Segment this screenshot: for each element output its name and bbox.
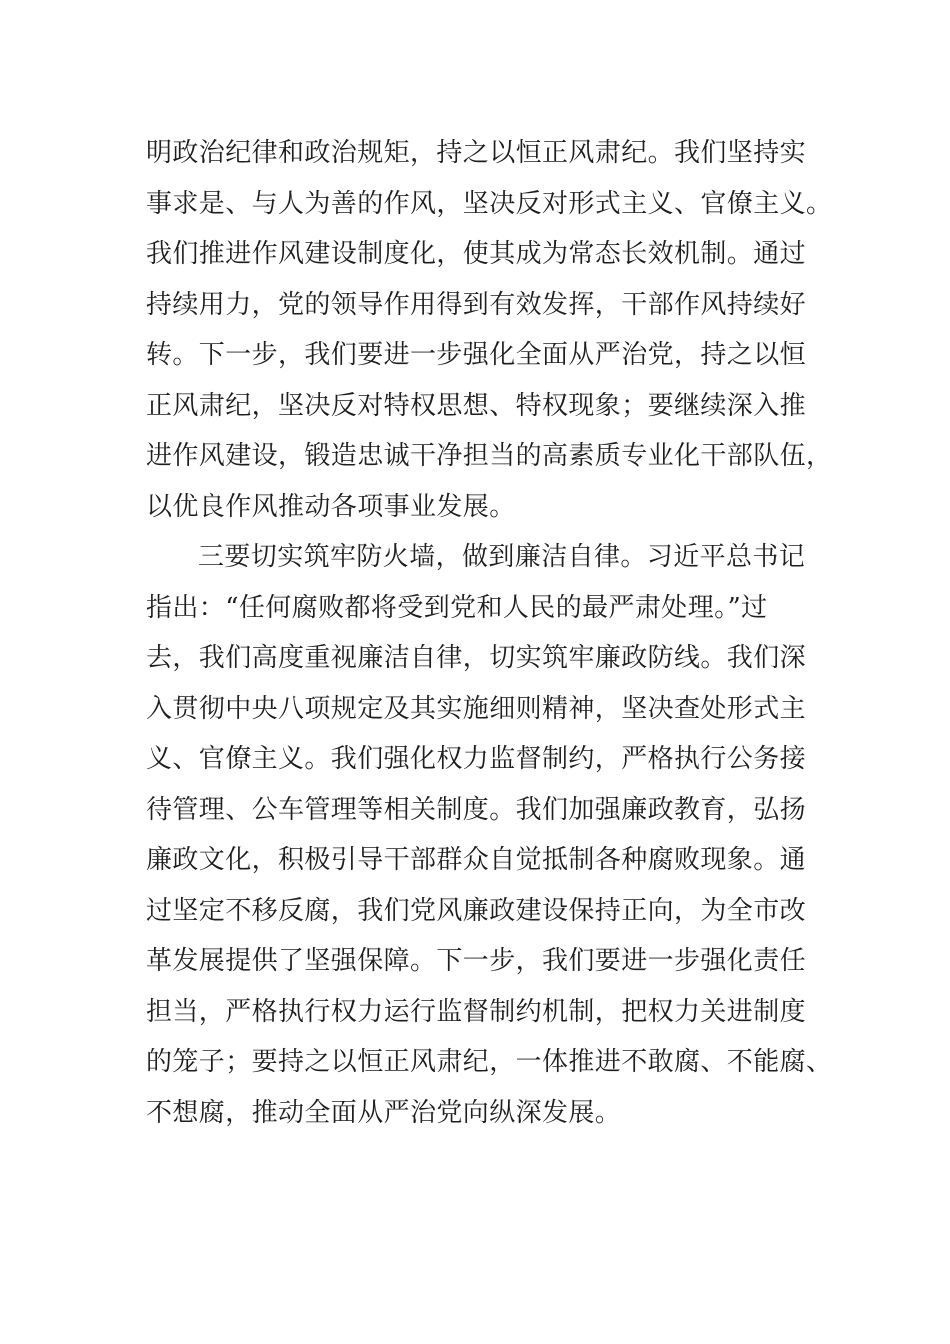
text-line: 转。下一步，我们要进一步强化全面从严治党，持之以恒 — [146, 340, 807, 370]
text-line: 义、官僚主义。我们强化权力监督制约，严格执行公务接 — [146, 744, 807, 774]
text-line: 正风肃纪，坚决反对特权思想、特权现象；要继续深入推 — [146, 390, 807, 421]
text-line: 我们推进作风建设制度化，使其成为常态长效机制。通过 — [146, 239, 807, 269]
text-line: 过坚定不移反腐，我们党风廉政建设保持正向，为全市改 — [146, 895, 807, 926]
text-line: 担当，严格执行权力运行监督制约机制，把权力关进制度 — [146, 996, 807, 1027]
text-line: 持续用力，党的领导作用得到有效发挥，干部作风持续好 — [146, 289, 807, 320]
text-line: 革发展提供了坚强保障。下一步，我们要进一步强化责任 — [146, 946, 807, 976]
document-body — [146, 128, 833, 1138]
text-line: 进作风建设，锻造忠诚干净担当的高素质专业化干部队伍， — [146, 441, 833, 471]
text-line: 明政治纪律和政治规矩，持之以恒正风肃纪。我们坚持实 — [146, 138, 807, 168]
text-line: 事求是、与人为善的作风，坚决反对形式主义、官僚主义。 — [146, 188, 833, 219]
text-line: 廉政文化，积极引导干部群众自觉抵制各种腐败现象。通 — [146, 845, 807, 875]
text-line: 以优良作风推动各项事业发展。 — [146, 491, 516, 522]
text-line: 待管理、公车管理等相关制度。我们加强廉政教育，弘扬 — [146, 794, 807, 825]
text-line: 三要切实筑牢防火墙，做到廉洁自律。习近平总书记 — [198, 542, 806, 572]
text-line: 指出：“任何腐败都将受到党和人民的最严肃处理。”过 — [146, 592, 768, 623]
text-line: 去，我们高度重视廉洁自律，切实筑牢廉政防线。我们深 — [146, 643, 807, 673]
text-line: 不想腐，推动全面从严治党向纵深发展。 — [146, 1097, 622, 1128]
paragraph-2 — [146, 532, 833, 1138]
text-line: 入贯彻中央八项规定及其实施细则精神，坚决查处形式主 — [146, 693, 807, 724]
text-line: 的笼子；要持之以恒正风肃纪，一体推进不敢腐、不能腐、 — [146, 1047, 833, 1077]
paragraph-1 — [146, 128, 833, 532]
